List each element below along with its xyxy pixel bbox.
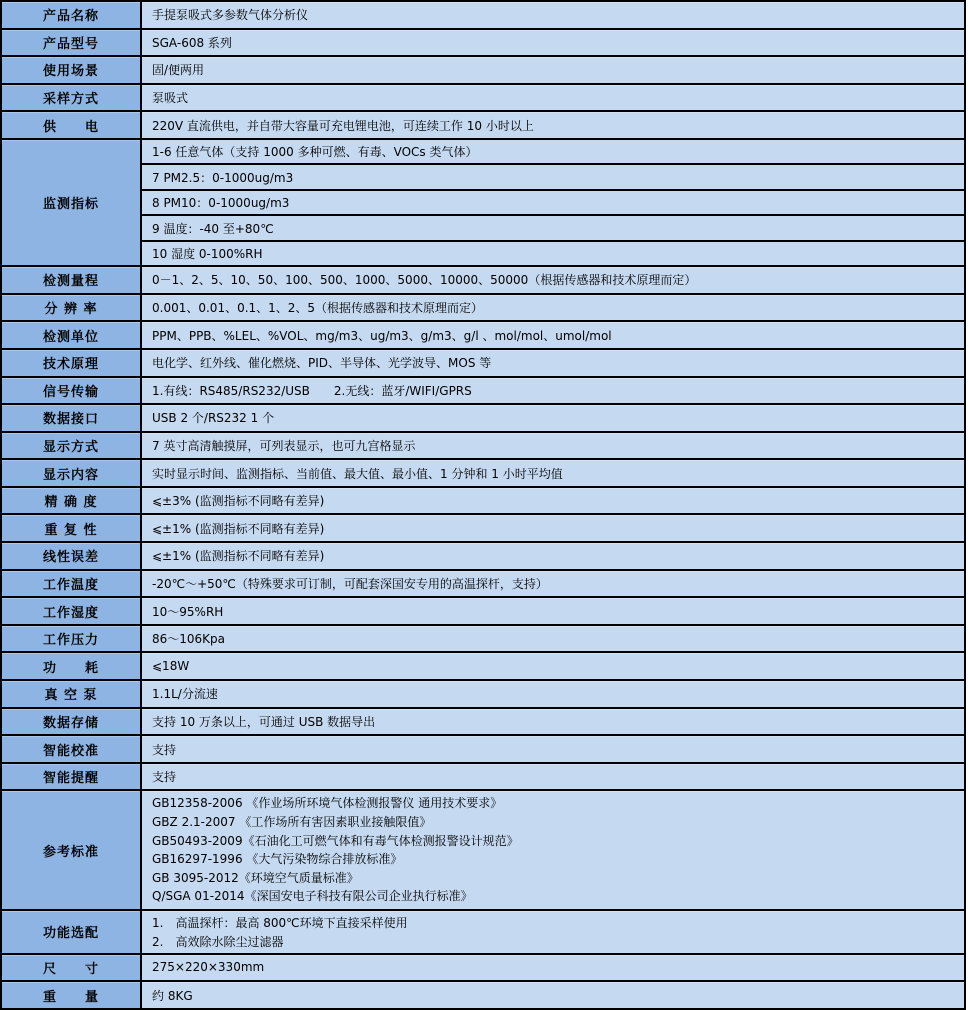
row-weight (2, 982, 964, 1010)
row-reference-standards (2, 791, 964, 911)
row-value: ⩽±1% (监测指标不同略有差异) (142, 515, 964, 541)
row-monitor-indicators (2, 140, 964, 267)
optional-features-list (142, 911, 964, 953)
row-label: 采样方式 (2, 85, 142, 111)
row-value: 1.有线：RS485/RS232/USB 2.无线：蓝牙/WIFI/GPRS (142, 378, 964, 404)
row-detection-range (2, 267, 964, 295)
row-repeatability (2, 515, 964, 543)
row-value: SGA-608 系列 (142, 30, 964, 56)
row-label: 检测量程 (2, 267, 142, 293)
row-value: -20℃～+50℃（特殊要求可订制，可配套深国安专用的高温探杆，支持） (142, 571, 964, 597)
row-working-pressure (2, 626, 964, 654)
reference-standards-list (142, 791, 964, 909)
row-vacuum-pump (2, 681, 964, 709)
row-label: 供 电 (2, 112, 142, 138)
row-value: 手提泵吸式多参数气体分析仪 (142, 2, 964, 28)
row-display-content (2, 460, 964, 488)
monitor-indicator-item: 7 PM2.5：0-1000ug/m3 (142, 165, 964, 190)
row-label: 智能校准 (2, 736, 142, 762)
row-label: 尺 寸 (2, 955, 142, 981)
row-linearity-error (2, 543, 964, 571)
reference-standard-item: Q/SGA 01-2014《深国安电子科技有限公司企业执行标准》 (152, 889, 473, 904)
row-accuracy (2, 488, 964, 516)
row-label: 信号传输 (2, 378, 142, 404)
row-label: 真 空 泵 (2, 681, 142, 707)
row-working-humidity (2, 598, 964, 626)
optional-feature-item: 1. 高温探杆：最高 800℃环境下直接采样使用 (152, 915, 408, 930)
row-product-name (2, 2, 964, 30)
reference-standard-item: GB50493-2009《石油化工可燃气体和有毒气体检测报警设计规范》 (152, 833, 519, 848)
row-value: 86～106Kpa (142, 626, 964, 652)
row-label: 产品名称 (2, 2, 142, 28)
row-technical-principle (2, 350, 964, 378)
row-resolution (2, 295, 964, 323)
row-optional-features (2, 911, 964, 955)
row-label: 重 量 (2, 982, 142, 1008)
monitor-indicator-item: 1-6 任意气体（支持 1000 多种可燃、有毒、VOCs 类气体） (142, 140, 964, 165)
optional-feature-item: 2. 高效除水除尘过滤器 (152, 934, 284, 949)
row-dimensions (2, 955, 964, 983)
reference-standard-item: GBZ 2.1-2007 《工作场所有害因素职业接触限值》 (152, 815, 432, 829)
monitor-indicator-list (142, 140, 964, 265)
row-value: PPM、PPB、%LEL、%VOL、mg/m3、ug/m3、g/m3、g/l 、mol/mol、umol/mol (142, 322, 964, 348)
row-label: 功能选配 (2, 911, 142, 953)
row-value: 支持 (142, 764, 964, 790)
row-value: 支持 10 万条以上，可通过 USB 数据导出 (142, 709, 964, 735)
row-value: 0－1、2、5、10、50、100、500、1000、5000、10000、50000（根据传感器和技术原理而定） (142, 267, 964, 293)
row-label: 工作压力 (2, 626, 142, 652)
row-value: 电化学、红外线、催化燃烧、PID、半导体、光学波导、MOS 等 (142, 350, 964, 376)
row-usage-scene (2, 57, 964, 85)
reference-standard-item: GB12358-2006 《作业场所环境气体检测报警仪 通用技术要求》 (152, 796, 503, 811)
row-value: ⩽±3% (监测指标不同略有差异) (142, 488, 964, 514)
row-model (2, 30, 964, 58)
row-label: 产品型号 (2, 30, 142, 56)
row-value: 220V 直流供电，并自带大容量可充电锂电池，可连续工作 10 小时以上 (142, 112, 964, 138)
row-value: 7 英寸高清触摸屏，可列表显示，也可九宫格显示 (142, 433, 964, 459)
row-label: 使用场景 (2, 57, 142, 83)
row-label: 显示方式 (2, 433, 142, 459)
row-value: 固/便两用 (142, 57, 964, 83)
row-label: 数据存储 (2, 709, 142, 735)
row-value: 0.001、0.01、0.1、1、2、5（根据传感器和技术原理而定） (142, 295, 964, 321)
row-power-consumption (2, 653, 964, 681)
row-label: 显示内容 (2, 460, 142, 486)
row-detection-units (2, 322, 964, 350)
row-label: 智能提醒 (2, 764, 142, 790)
row-label: 监测指标 (2, 140, 142, 265)
monitor-indicator-item: 10 湿度 0-100%RH (142, 242, 964, 265)
row-data-interface (2, 405, 964, 433)
monitor-indicator-item: 8 PM10：0-1000ug/m3 (142, 191, 964, 216)
row-label: 数据接口 (2, 405, 142, 431)
row-value: 275×220×330mm (142, 955, 964, 981)
row-label: 工作湿度 (2, 598, 142, 624)
row-value: 支持 (142, 736, 964, 762)
row-label: 重 复 性 (2, 515, 142, 541)
row-label: 线性误差 (2, 543, 142, 569)
row-label: 功 耗 (2, 653, 142, 679)
reference-standard-item: GB 3095-2012《环境空气质量标准》 (152, 870, 359, 885)
reference-standard-item: GB16297-1996 《大气污染物综合排放标准》 (152, 852, 403, 867)
row-power-supply (2, 112, 964, 140)
row-data-storage (2, 709, 964, 737)
row-label: 技术原理 (2, 350, 142, 376)
row-smart-calibration (2, 736, 964, 764)
row-label: 精 确 度 (2, 488, 142, 514)
row-value: ⩽18W (142, 653, 964, 679)
row-display-mode (2, 433, 964, 461)
row-smart-reminder (2, 764, 964, 792)
row-label: 参考标准 (2, 791, 142, 909)
row-label: 分 辨 率 (2, 295, 142, 321)
row-value: 泵吸式 (142, 85, 964, 111)
row-value: 10～95%RH (142, 598, 964, 624)
row-value: ⩽±1% (监测指标不同略有差异) (142, 543, 964, 569)
row-sampling-method (2, 85, 964, 113)
row-signal-transmission (2, 378, 964, 406)
row-value: 实时显示时间、监测指标、当前值、最大值、最小值、1 分钟和 1 小时平均值 (142, 460, 964, 486)
row-value: USB 2 个/RS232 1 个 (142, 405, 964, 431)
row-value: 约 8KG (142, 982, 964, 1008)
row-value: 1.1L/分流速 (142, 681, 964, 707)
monitor-indicator-item: 9 温度：-40 至+80℃ (142, 216, 964, 241)
row-label: 工作温度 (2, 571, 142, 597)
row-working-temperature (2, 571, 964, 599)
row-label: 检测单位 (2, 322, 142, 348)
